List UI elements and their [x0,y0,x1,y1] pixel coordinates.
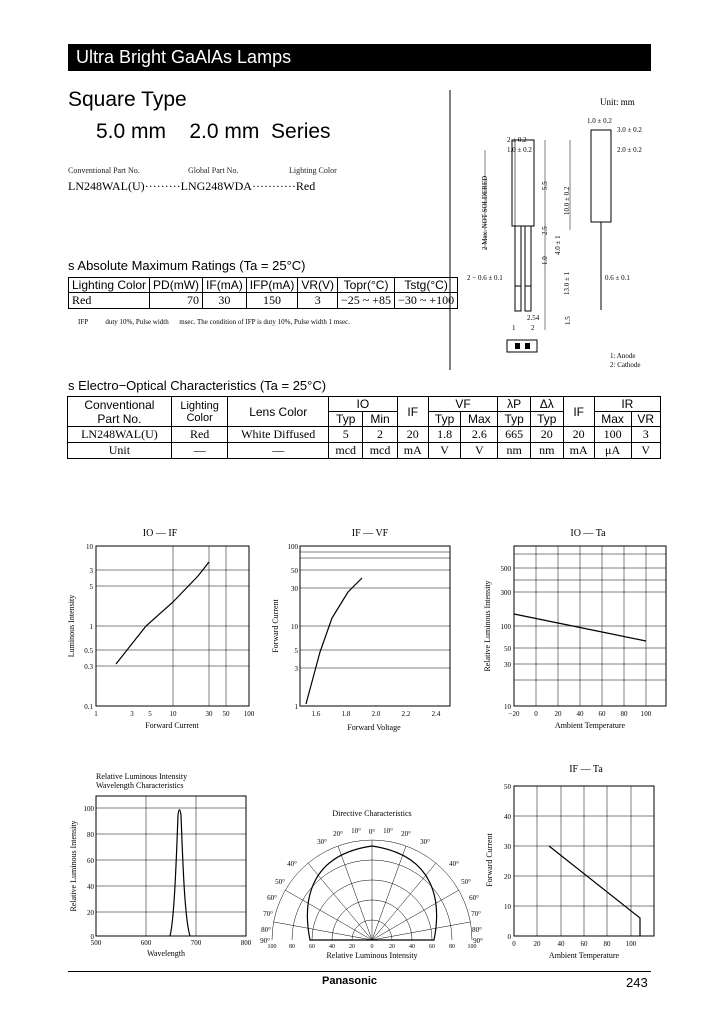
chart-if-vf [262,522,452,737]
table-cell: −25 ~ +85 [338,293,395,309]
x-tick: 80 [449,944,455,950]
lamp-body-side [591,130,611,222]
x-tick: 80 [289,944,295,950]
angle-label: 40° [449,860,459,868]
y-axis-label: Relative Luminous Intensity [69,820,78,912]
x-tick: 40 [576,710,584,718]
x-tick: 5 [148,710,152,718]
chart-io-ta [478,522,678,737]
angle-label: 10° [383,827,393,835]
data-line [549,846,640,936]
table-cell: 150 [246,293,298,309]
x-tick: 100 [243,710,255,718]
x-tick: 40 [329,944,335,950]
dimension-drawing [445,90,655,375]
conv-part-header: Conventional Part No. [68,166,140,175]
polar-spoke [372,922,470,940]
dim-label: 3.0 ± 0.2 [617,126,642,134]
chart-grid [300,546,450,706]
table-subheader: Max [594,412,631,427]
y-tick: 0.5 [84,647,93,655]
chart-title: Relative Luminous Intensity [96,772,188,781]
y-tick: 3 [294,665,298,673]
x-axis-label: Ambient Temperature [554,721,626,730]
y-tick: 40 [87,883,94,891]
lighting-color: Red [295,179,316,193]
dim-label: 2.5 [541,226,549,235]
table-header: IF(mA) [203,278,247,293]
y-tick: 300 [500,589,511,597]
angle-label: 50° [461,878,471,886]
chart-title: IF — VF [351,528,389,539]
cathode-label: 2: Cathode [610,361,641,369]
x-axis-label: Ambient Temperature [548,951,620,960]
table-header: Topr(°C) [338,278,395,293]
x-tick: 2.0 [371,710,381,718]
abs-max-note: IFP duty 10%, Pulse width msec. The condition of IFP is duty 10%, Pulse width 1 msec. [78,318,350,326]
unit-label: Unit: mm [600,97,635,107]
table-cell: mcd [363,443,397,459]
abs-max-heading: s Absolute Maximum Ratings (Ta = 25°C) [68,258,306,273]
x-tick: 100 [640,710,652,718]
lead-2-lower [525,286,531,311]
table-header: Δλ [530,397,563,412]
y-tick: 100 [287,543,298,551]
angle-label: 30° [420,838,430,846]
x-tick: 60 [598,710,606,718]
x-tick: −20 [508,710,520,718]
table-cell: −30 ~ +100 [395,293,458,309]
angle-label: 80° [261,926,271,934]
y-tick: 1 [294,703,298,711]
x-tick: 20 [554,710,562,718]
table-header: Lighting Color [69,278,150,293]
chart-title: IO — IF [142,528,178,539]
x-tick: 100 [467,944,477,950]
chart-io-if [60,522,260,737]
y-tick: 0 [507,933,511,941]
table-header: Lens Color [228,397,329,427]
data-line [170,810,190,936]
chart-grid [514,786,654,936]
data-line [116,562,209,664]
y-axis-label: Forward Current [271,599,280,653]
table-cell: 2 [363,427,397,443]
y-tick: 30 [504,843,511,851]
pin-mark [525,343,530,349]
table-subheader: Typ [530,412,563,427]
table-subheader: Typ [498,412,531,427]
x-axis-label: Forward Current [145,721,199,730]
x-tick: 2.4 [431,710,441,718]
angle-label: 60° [469,894,479,902]
dim-label: 2 ± 0.2 [507,136,527,144]
y-tick: 100 [83,805,94,813]
table-header: IF [563,397,594,427]
y-tick: 5 [294,647,298,655]
table-cell: mA [397,443,428,459]
dot-leader: ········· [144,179,181,193]
table-subheader: Min [363,412,397,427]
table-row [68,427,661,443]
dim-label: 2 Max. NOT SOLDERED [481,175,489,250]
lamp-bottom-view [507,340,537,352]
data-line [306,578,362,704]
x-tick: 100 [625,940,637,948]
x-tick: 0 [370,944,374,950]
y-tick: 50 [291,567,298,575]
y-tick: 10 [291,623,298,631]
y-tick: 0.3 [84,663,93,671]
x-tick: 0 [534,710,538,718]
table-header: Tstg(°C) [395,278,458,293]
y-tick: 1 [89,623,93,631]
x-tick: 10 [169,710,177,718]
y-tick: 500 [500,565,511,573]
dim-label: 10.0 ± 0.2 [563,186,571,215]
anode-label: 1: Anode [610,352,636,360]
part-header: Part No. [97,411,142,426]
table-header: λP [498,397,531,412]
table-cell: 30 [203,293,247,309]
eo-heading: s Electro−Optical Characteristics (Ta = 25°C) [68,378,327,393]
dim-label: 1.0 ± 0.2 [587,117,612,125]
x-tick: 20 [349,944,355,950]
table-subheader: Max [461,412,498,427]
x-tick: 700 [190,939,202,947]
table-cell: Unit [68,443,172,459]
table-header: PD(mW) [150,278,203,293]
x-axis-label: Wavelength [146,949,186,958]
table-cell: nm [498,443,531,459]
table-cell: 20 [397,427,428,443]
dim-label: 2.54 [527,314,540,322]
table-cell: 665 [498,427,531,443]
lighting-color-header: Lighting Color [289,166,337,175]
x-axis-label: Relative Luminous Intensity [326,951,418,960]
polar-spoke [308,863,372,940]
chart-title: Directive Characteristics [332,809,412,818]
x-tick: 80 [603,940,611,948]
table-cell: White Diffused [228,427,329,443]
pin-label: 1 [512,324,516,332]
x-tick: 2.2 [401,710,411,718]
y-tick: 0 [90,933,94,941]
product-series: 5.0 mm 2.0 mm Series [96,120,331,143]
y-tick: 30 [504,661,511,669]
table-header [68,397,172,427]
chart-if-ta [478,760,668,965]
footer-rule [68,971,651,972]
x-tick: 1.6 [311,710,321,718]
y-tick: 10 [504,903,511,911]
x-tick: 3 [130,710,134,718]
y-tick: 60 [87,857,94,865]
table-header: VR(V) [298,278,338,293]
dim-label: 1.0 ± 0.2 [507,146,532,154]
angle-label: 80° [472,926,482,934]
polar-spoke [372,890,459,940]
x-tick: 100 [267,944,277,950]
x-tick: 30 [205,710,213,718]
dot-leader: ··········· [251,179,296,193]
table-header: IF [397,397,428,427]
table-row [68,397,661,412]
pin-label: 2 [531,324,535,332]
chart-title: IO — Ta [570,528,606,539]
lighting-header: Lighting [180,399,219,412]
y-tick: 100 [500,623,511,631]
table-header: IO [329,397,398,412]
table-subheader: Typ [329,412,363,427]
angle-label: 20° [401,830,411,838]
table-cell: Red [171,427,228,443]
y-tick: 20 [87,909,94,917]
x-tick: 1 [94,710,98,718]
y-tick: 80 [87,831,94,839]
x-tick: 1.8 [341,710,351,718]
y-tick: 40 [504,813,511,821]
table-cell: 20 [563,427,594,443]
polar-spoke [372,863,436,940]
brand-logo: Panasonic [322,975,378,987]
color-header: Color [186,411,213,424]
x-tick: 40 [557,940,565,948]
chart-subtitle: Wavelength Characteristics [96,781,184,790]
dim-label: 2.0 ± 0.2 [617,146,642,154]
angle-label: 20° [333,830,343,838]
abs-max-table [68,277,458,309]
angle-label: 10° [351,827,361,835]
x-tick: 20 [533,940,541,948]
dim-label: 0.6 ± 0.1 [605,274,630,282]
table-row [69,278,458,293]
table-cell: — [228,443,329,459]
dim-label: 13.0 ± 1 [563,271,571,295]
table-subheader: VR [631,412,661,427]
table-header: IR [594,397,660,412]
x-tick: 60 [309,944,315,950]
product-type: Square Type [68,88,187,111]
y-tick: 50 [504,645,511,653]
x-tick: 800 [240,939,252,947]
chart-grid [96,546,249,706]
table-header [171,397,228,427]
x-tick: 600 [140,939,152,947]
chart-wavelength [62,770,257,965]
lead-2 [525,226,531,286]
x-tick: 80 [620,710,628,718]
y-tick: 20 [504,873,511,881]
table-cell: 20 [530,427,563,443]
angle-label: 0° [368,828,376,836]
x-tick: 0 [512,940,516,948]
table-cell: 70 [150,293,203,309]
table-row [69,293,458,309]
page-title: Ultra Bright GaAlAs Lamps [76,47,292,67]
x-tick: 50 [222,710,230,718]
y-tick: 5 [89,583,93,591]
angle-label: 70° [263,910,273,918]
dim-label: 4.0 ± 1 [554,235,562,255]
dim-label: 5.5 [541,181,549,190]
y-axis-label: Forward Current [485,833,494,887]
x-axis-label: Forward Voltage [347,723,401,732]
dim-label: 1.5 [564,316,572,325]
y-axis-label: Relative Luminous Intensity [483,580,492,672]
y-tick: 3 [89,567,93,575]
part-number-line [68,179,315,194]
table-cell: Red [69,293,150,309]
angle-label: 60° [267,894,277,902]
y-tick: 10 [504,703,511,711]
table-cell: V [631,443,661,459]
table-cell: LN248WAL(U) [68,427,172,443]
page-number: 243 [626,975,648,990]
global-part-header: Global Part No. [188,166,239,175]
table-header: IFP(mA) [246,278,298,293]
y-tick: 30 [291,585,298,593]
x-tick: 20 [389,944,395,950]
polar-spoke [274,922,372,940]
table-cell: μA [594,443,631,459]
table-row [68,443,661,459]
x-tick: 60 [580,940,588,948]
chart-title: IF — Ta [569,764,603,775]
table-cell: nm [530,443,563,459]
table-cell: 5 [329,427,363,443]
table-subheader: Typ [428,412,461,427]
table-header: VF [428,397,498,412]
chart-grid [514,546,666,706]
y-tick: 10 [86,543,93,551]
lead-1-lower [515,286,521,311]
table-cell: — [171,443,228,459]
polar-grid [272,840,472,940]
angle-label: 40° [287,860,297,868]
plot-frame [96,796,246,936]
y-axis-label: Luminous Intensity [67,594,76,658]
eo-table [67,396,661,459]
dim-label: 1.0 [541,256,549,265]
page-title-bar [68,44,651,71]
table-cell: V [428,443,461,459]
angle-label: 90° [260,937,270,945]
angle-label: 70° [471,910,481,918]
y-tick: 50 [504,783,511,791]
pin-mark [515,343,520,349]
dim-label: 2 − 0.6 ± 0.1 [467,274,503,282]
global-part-no: LNG248WDA [180,179,252,193]
table-cell: V [461,443,498,459]
table-cell: mcd [329,443,363,459]
table-cell: 2.6 [461,427,498,443]
table-cell: 3 [298,293,338,309]
lead-1 [515,226,521,286]
table-cell: 3 [631,427,661,443]
table-cell: mA [563,443,594,459]
conv-header: Conventional [84,397,155,412]
polar-spoke [285,890,372,940]
x-tick: 40 [409,944,415,950]
x-tick: 500 [90,939,102,947]
angle-label: 30° [317,838,327,846]
chart-directive [262,800,482,965]
table-cell: 100 [594,427,631,443]
angle-label: 90° [473,937,483,945]
chart-grid [96,796,246,936]
y-tick: 0.1 [84,703,93,711]
table-cell: 1.8 [428,427,461,443]
x-tick: 60 [429,944,435,950]
angle-label: 50° [275,878,285,886]
conv-part-no: LN248WAL(U) [68,179,145,193]
